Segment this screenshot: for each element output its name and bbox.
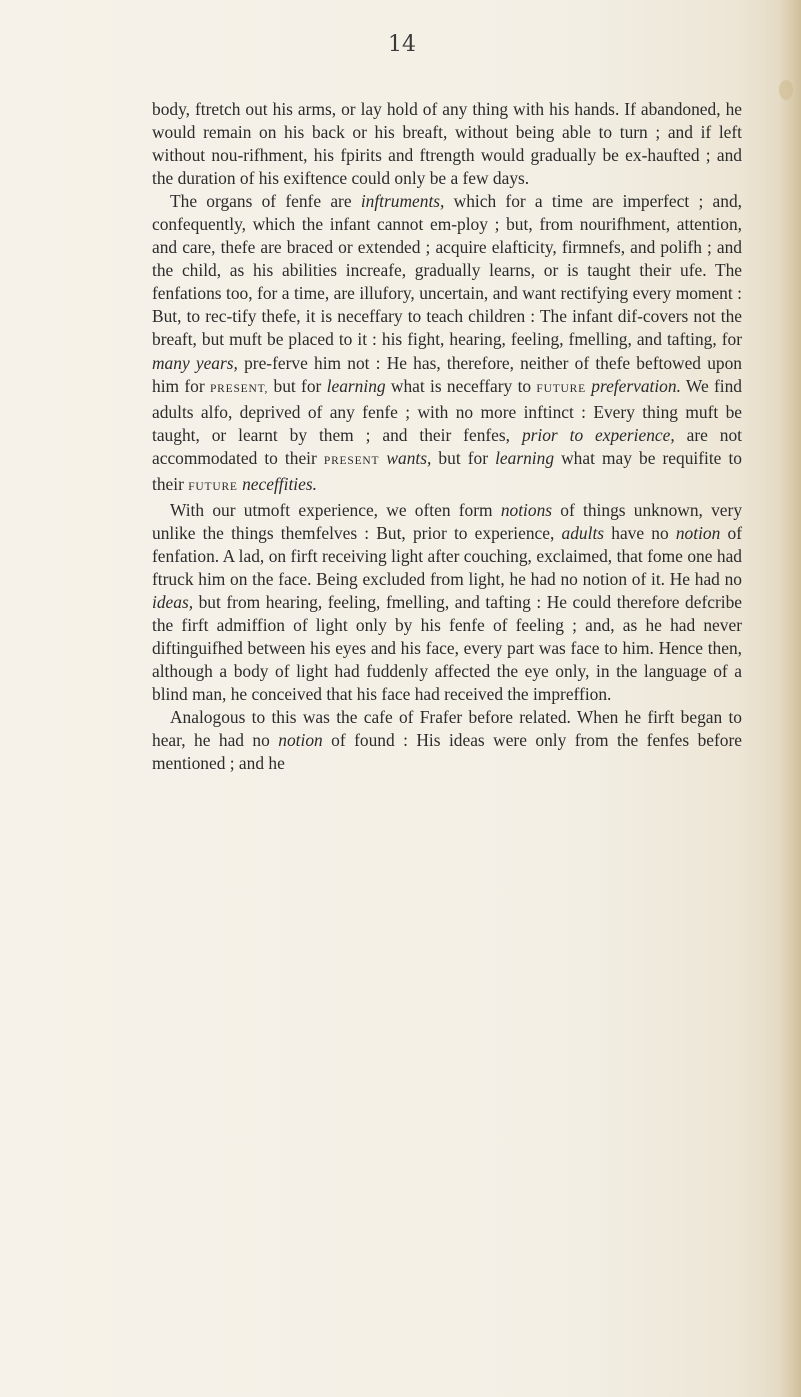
text-run: of found : His ideas were only from the fenfes before mentioned ; and he	[152, 730, 742, 774]
italic-text: learning	[495, 447, 555, 468]
italic-text: inftruments,	[360, 191, 445, 212]
text-run: We find adults alfo, deprived of any fenfe ; with no more inftinct : Every thing muft be taught, or learnt by them ; and their fenfes,	[152, 375, 742, 445]
text-run: body, ftretch out his arms, or lay hold of any thing with his hands. If abandoned, he would remain on his back or his breaft, without being able to turn ; and if left without nou-rifhment, his fpirits and ftrength would gradually be ex-haufted ; and the duration of his exiftence could only be a few days.	[152, 99, 742, 189]
text-run: are not accommodated to their	[152, 424, 742, 468]
italic-text: learning	[326, 375, 386, 396]
text-run: but from hearing, feeling, fmelling, and tafting : He could therefore defcribe the firft admiffion of light only by his fenfe of feeling ; and, as he had never diftinguifhed between his eyes and his face, every part was face to him. Hence then, although a body of light had fuddenly affected the eye only, in the language of a blind man, he conceived that his face had received the impreffion.	[152, 591, 742, 705]
italic-text: notion	[278, 730, 323, 751]
text-run: pre-ferve him not : He has, therefore, neither of thefe beftowed upon him for	[152, 352, 742, 396]
page-number: 14	[388, 32, 416, 57]
text-run: With our utmoft experience, we often form	[170, 499, 501, 520]
page-edge-shadow	[779, 0, 801, 1397]
italic-text: notion	[675, 522, 721, 543]
text-run: but for	[268, 375, 327, 396]
text-run: of things unknown, very unlike the things themfelves : But, prior to experience,	[152, 499, 743, 543]
paper-stain	[779, 80, 793, 100]
paragraph-2	[152, 190, 742, 499]
italic-text: ideas,	[152, 591, 194, 612]
italic-text: notions	[500, 499, 553, 520]
body-text	[152, 98, 742, 775]
italic-text: neceffities.	[242, 473, 317, 494]
paragraph-3	[152, 499, 742, 706]
text-run: but for	[431, 447, 496, 468]
text-run: have no	[604, 522, 676, 543]
small-caps-text: FUTURE	[188, 480, 238, 493]
text-run: what is neceffary to	[385, 375, 537, 396]
text-run: Analogous to this was the cafe of Frafer before related. When he firft began to hear, he had no	[152, 707, 742, 751]
italic-text: many years,	[152, 352, 238, 373]
small-caps-text: FUTURE	[536, 382, 586, 395]
italic-text: prior to experience,	[521, 424, 675, 445]
small-caps-text: PRESENT,	[209, 382, 269, 395]
text-run: what may be requifite to their	[152, 447, 742, 494]
text-run: of fenfation. A lad, on firft receiving light after couching, exclaimed, that fome one had ftruck him on the face. Being excluded from light, he had no notion of it. He had no	[152, 522, 742, 589]
paragraph-4	[152, 706, 742, 775]
small-caps-text: PRESENT	[323, 454, 380, 467]
italic-text: prefervation.	[591, 375, 681, 396]
paragraph-1	[152, 98, 742, 190]
italic-text: wants,	[386, 447, 432, 468]
italic-text: adults	[561, 522, 605, 543]
text-run: The organs of fenfe are	[170, 191, 361, 212]
text-run: which for a time are imperfect ; and, confequently, which the infant cannot em-ploy ; but, from nourifhment, attention, and care, thefe are braced or extended ; acquire elafticity, firmnefs, and polifh ; and the child, as his abilities increafe, gradually learns, or is taught their ufe. The fenfations too, for a time, are illufory, uncertain, and want rectifying every moment : But, to rec-tify thefe, it is neceffary to teach children : The infant dif-covers not the breaft, but muft be placed to it : his fight, hearing, feeling, fmelling, and tafting, for	[152, 191, 742, 350]
